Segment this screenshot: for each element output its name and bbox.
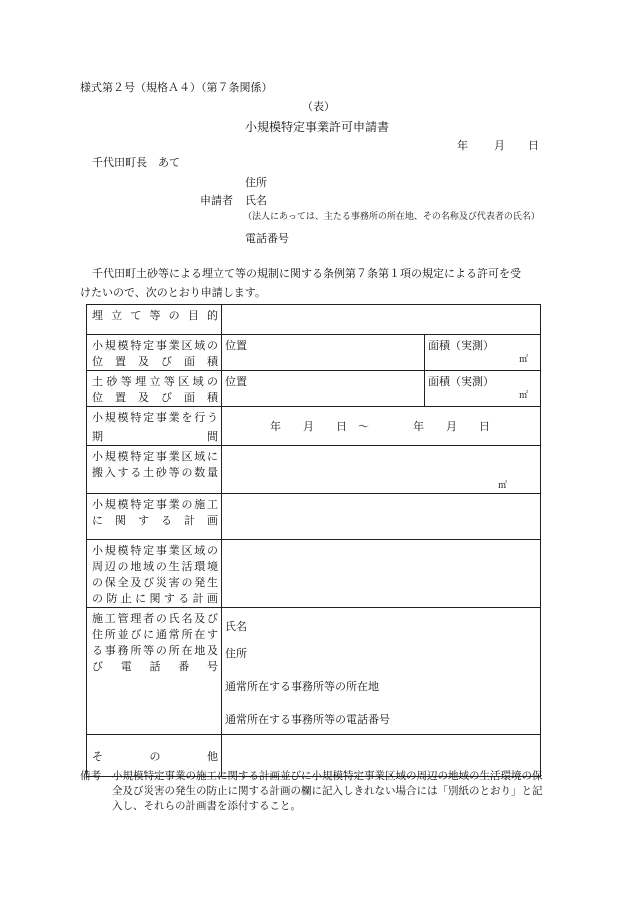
unit-m2: ㎡: [518, 355, 528, 365]
table-row-environment-plan: [87, 540, 541, 608]
table-row-manager: [87, 608, 541, 735]
label-soil-quantity: 小規模特定事業区域に 搬入する土砂等の数量: [87, 446, 222, 494]
manager-office-label: 通常所在する事務所等の所在地: [225, 680, 379, 693]
table-row-soil-quantity: [87, 446, 541, 494]
unit-m2: ㎡: [498, 481, 508, 491]
form-number: 様式第２号（規格Ａ４）（第７条関係）: [80, 81, 273, 94]
table-row-construction-plan: [87, 494, 541, 540]
manager-office-phone-label: 通常所在する事務所等の電話番号: [225, 713, 390, 726]
field-area-1-position[interactable]: 位置: [222, 335, 425, 371]
label-manager: 施工管理者の氏名及び 住所並びに通常所在す る事務所等の所在地及 び 電 話 番 号: [87, 608, 222, 735]
applicant-phone-label: 電話番号: [245, 232, 289, 245]
table-row-area-1: [87, 335, 541, 371]
table-row-area-2: [87, 371, 541, 407]
applicant-corporate-note: （法人にあっては、主たる事務所の所在地、その名称及び代表者の氏名）: [243, 212, 540, 222]
date-day: 日: [528, 139, 539, 152]
label-period: 小規模特定事業を行う 期 間: [87, 407, 222, 446]
date-month: 月: [494, 139, 505, 152]
intro-line-2: けたいので、次のとおり申請します。: [80, 286, 266, 299]
label-purpose: 埋 立 て 等 の 目 的: [87, 305, 222, 335]
table-row-purpose: [87, 305, 541, 335]
addressee: 千代田町長 あて: [92, 156, 180, 169]
page-side: （表）: [302, 100, 335, 113]
field-area-2-size[interactable]: 面積（実測） ㎡: [425, 371, 541, 407]
applicant-name-label: 氏名: [245, 194, 267, 207]
applicant-label: 申請者: [200, 194, 233, 207]
field-purpose[interactable]: [222, 305, 541, 335]
label-construction-plan: 小規模特定事業の施工 に 関 す る 計 画: [87, 494, 222, 540]
intro-line-1: 千代田町土砂等による埋立て等の規制に関する条例第７条第１項の規定による許可を受: [92, 267, 521, 280]
field-period[interactable]: 年 月 日 ～ 年 月 日: [222, 407, 541, 446]
label-other: そ の 他: [87, 735, 222, 777]
applicant-address-label: 住所: [245, 176, 267, 189]
label-area-2: 土砂等埋立等区域の 位 置 及 び 面 積: [87, 371, 222, 407]
date-year: 年: [457, 139, 468, 152]
field-area-1-size[interactable]: 面積（実測） ㎡: [425, 335, 541, 371]
remarks-label: 備考: [80, 770, 101, 782]
field-construction-plan[interactable]: [222, 494, 541, 540]
label-environment-plan: 小規模特定事業区域の 周辺の地域の生活環境 の保全及び災害の発生 の防止に関する計画: [87, 540, 222, 608]
field-environment-plan[interactable]: [222, 540, 541, 608]
label-area-1: 小規模特定事業区域の 位 置 及 び 面 積: [87, 335, 222, 371]
manager-address-label: 住所: [225, 647, 247, 660]
field-soil-quantity[interactable]: [222, 446, 541, 494]
field-manager[interactable]: [222, 608, 541, 735]
manager-name-label: 氏名: [225, 620, 247, 633]
remarks-text: 小規模特定事業の施工に関する計画並びに小規模特定事業区域の周辺の地域の生活環境の保全及び災害の発生の防止に関する計画の欄に記入しきれない場合には「別紙のとおり」と記入し、それらの計画書を添付すること。: [112, 770, 543, 812]
page-title: 小規模特定事業許可申請書: [245, 120, 390, 134]
table-row-period: [87, 407, 541, 446]
unit-m2: ㎡: [518, 391, 528, 401]
application-table: [86, 304, 541, 777]
field-area-2-position[interactable]: 位置: [222, 371, 425, 407]
